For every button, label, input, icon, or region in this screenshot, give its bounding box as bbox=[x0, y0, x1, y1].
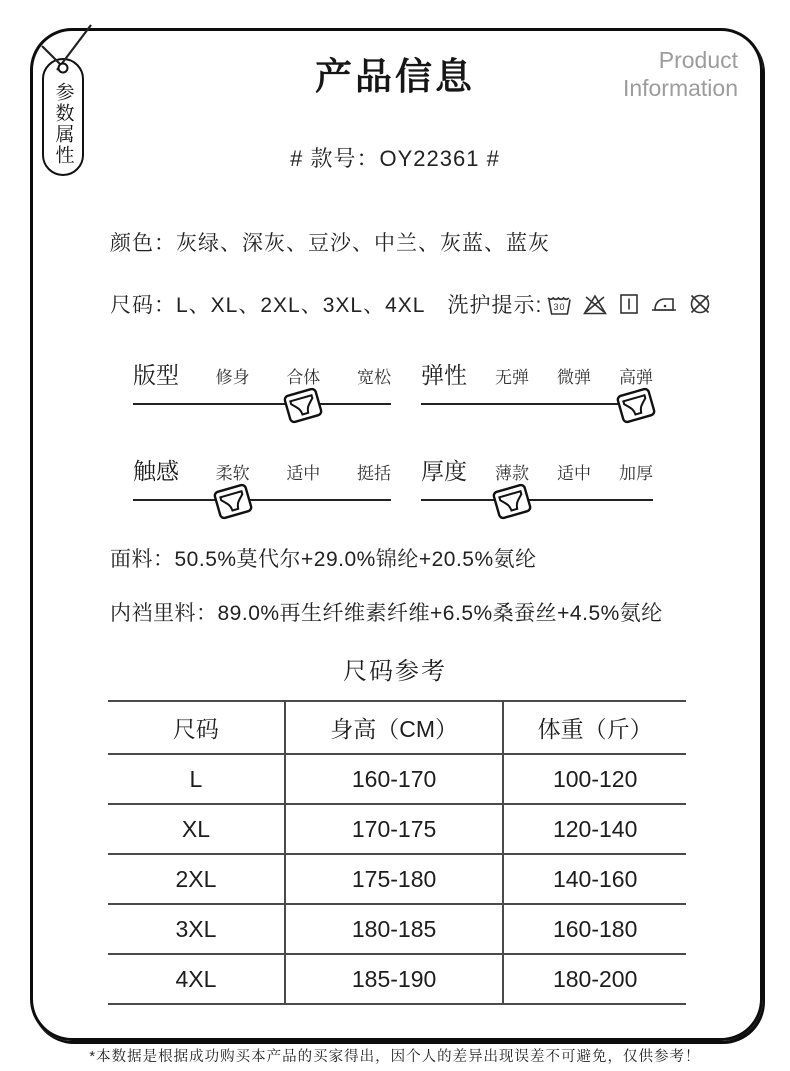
fabric-line: 面料：50.5%莫代尔+29.0%锦纶+20.5%氨纶 bbox=[110, 548, 537, 571]
trait-option-selected: 柔软 bbox=[216, 459, 250, 484]
table-row: 2XL 175-180 140-160 bbox=[108, 854, 686, 904]
trait-label: 版型 bbox=[133, 362, 179, 388]
table-row: 4XL 185-190 180-200 bbox=[108, 954, 686, 1004]
color-row bbox=[110, 227, 790, 257]
table-header-row bbox=[108, 701, 686, 754]
disclaimer-note: *本数据是根据成功购买本产品的买家得出，因个人的差异出现误差不可避免，仅供参考！ bbox=[89, 1049, 701, 1065]
trait-group-elasticity bbox=[421, 357, 653, 405]
svg-text:30: 30 bbox=[553, 302, 566, 312]
do-not-bleach-icon bbox=[582, 291, 608, 317]
style-number: # 款号：OY22361 # bbox=[290, 146, 500, 171]
wash-30-icon bbox=[546, 291, 573, 317]
trait-option: 微弹 bbox=[557, 368, 591, 387]
size-value: L、XL、2XL、3XL、4XL bbox=[176, 294, 426, 317]
trait-group-thickness bbox=[421, 453, 653, 501]
trait-label: 触感 bbox=[133, 458, 179, 484]
col-header-size: 尺码 bbox=[108, 701, 285, 754]
fabric-section bbox=[110, 543, 790, 627]
color-label: 颜色： bbox=[110, 232, 176, 255]
table-row: L 160-170 100-120 bbox=[108, 754, 686, 804]
briefs-marker-icon bbox=[211, 481, 255, 523]
trait-option: 适中 bbox=[557, 464, 591, 483]
size-row bbox=[110, 289, 790, 319]
size-label: 尺码： bbox=[110, 294, 176, 317]
trait-label: 厚度 bbox=[421, 458, 467, 484]
table-row: XL 170-175 120-140 bbox=[108, 804, 686, 854]
trait-option: 无弹 bbox=[495, 368, 529, 387]
col-header-weight: 体重（斤） bbox=[503, 701, 686, 754]
trait-option: 适中 bbox=[286, 464, 321, 483]
briefs-marker-icon bbox=[490, 481, 534, 523]
trait-label: 弹性 bbox=[421, 362, 467, 388]
iron-low-icon bbox=[650, 291, 678, 317]
subtitle-line-1: Product bbox=[658, 47, 738, 73]
trait-group-touch bbox=[133, 453, 391, 501]
trait-option: 加厚 bbox=[619, 464, 653, 483]
page-title: 产品信息 bbox=[315, 56, 475, 97]
care-icons bbox=[546, 291, 713, 317]
trait-option: 挺括 bbox=[356, 464, 391, 483]
trait-option: 宽松 bbox=[356, 368, 391, 387]
hang-tag-string bbox=[30, 18, 116, 82]
trait-group-fit bbox=[133, 357, 391, 405]
trait-option-selected: 高弹 bbox=[619, 363, 653, 388]
drip-dry-icon bbox=[617, 291, 641, 317]
subtitle-line-2: Information bbox=[622, 75, 738, 102]
hang-tag-label: 参数属性 bbox=[52, 82, 74, 166]
briefs-marker-icon bbox=[614, 385, 658, 427]
trait-option: 修身 bbox=[215, 368, 250, 387]
do-not-dryclean-icon bbox=[687, 291, 713, 317]
care-label: 洗护提示: bbox=[447, 294, 543, 317]
col-header-height: 身高（CM） bbox=[285, 701, 503, 754]
size-table-title: 尺码参考 bbox=[343, 658, 447, 685]
trait-groups bbox=[133, 357, 653, 501]
briefs-marker-icon bbox=[281, 385, 325, 427]
size-reference-table bbox=[108, 700, 686, 1005]
lining-line: 内裆里料：89.0%再生纤维素纤维+6.5%桑蚕丝+4.5%氨纶 bbox=[110, 602, 663, 625]
color-value: 灰绿、深灰、豆沙、中兰、灰蓝、蓝灰 bbox=[176, 232, 550, 255]
table-row: 3XL 180-185 160-180 bbox=[108, 904, 686, 954]
trait-option-selected: 薄款 bbox=[495, 459, 529, 484]
page-subtitle-en bbox=[623, 46, 738, 102]
trait-option-selected: 合体 bbox=[286, 363, 320, 388]
